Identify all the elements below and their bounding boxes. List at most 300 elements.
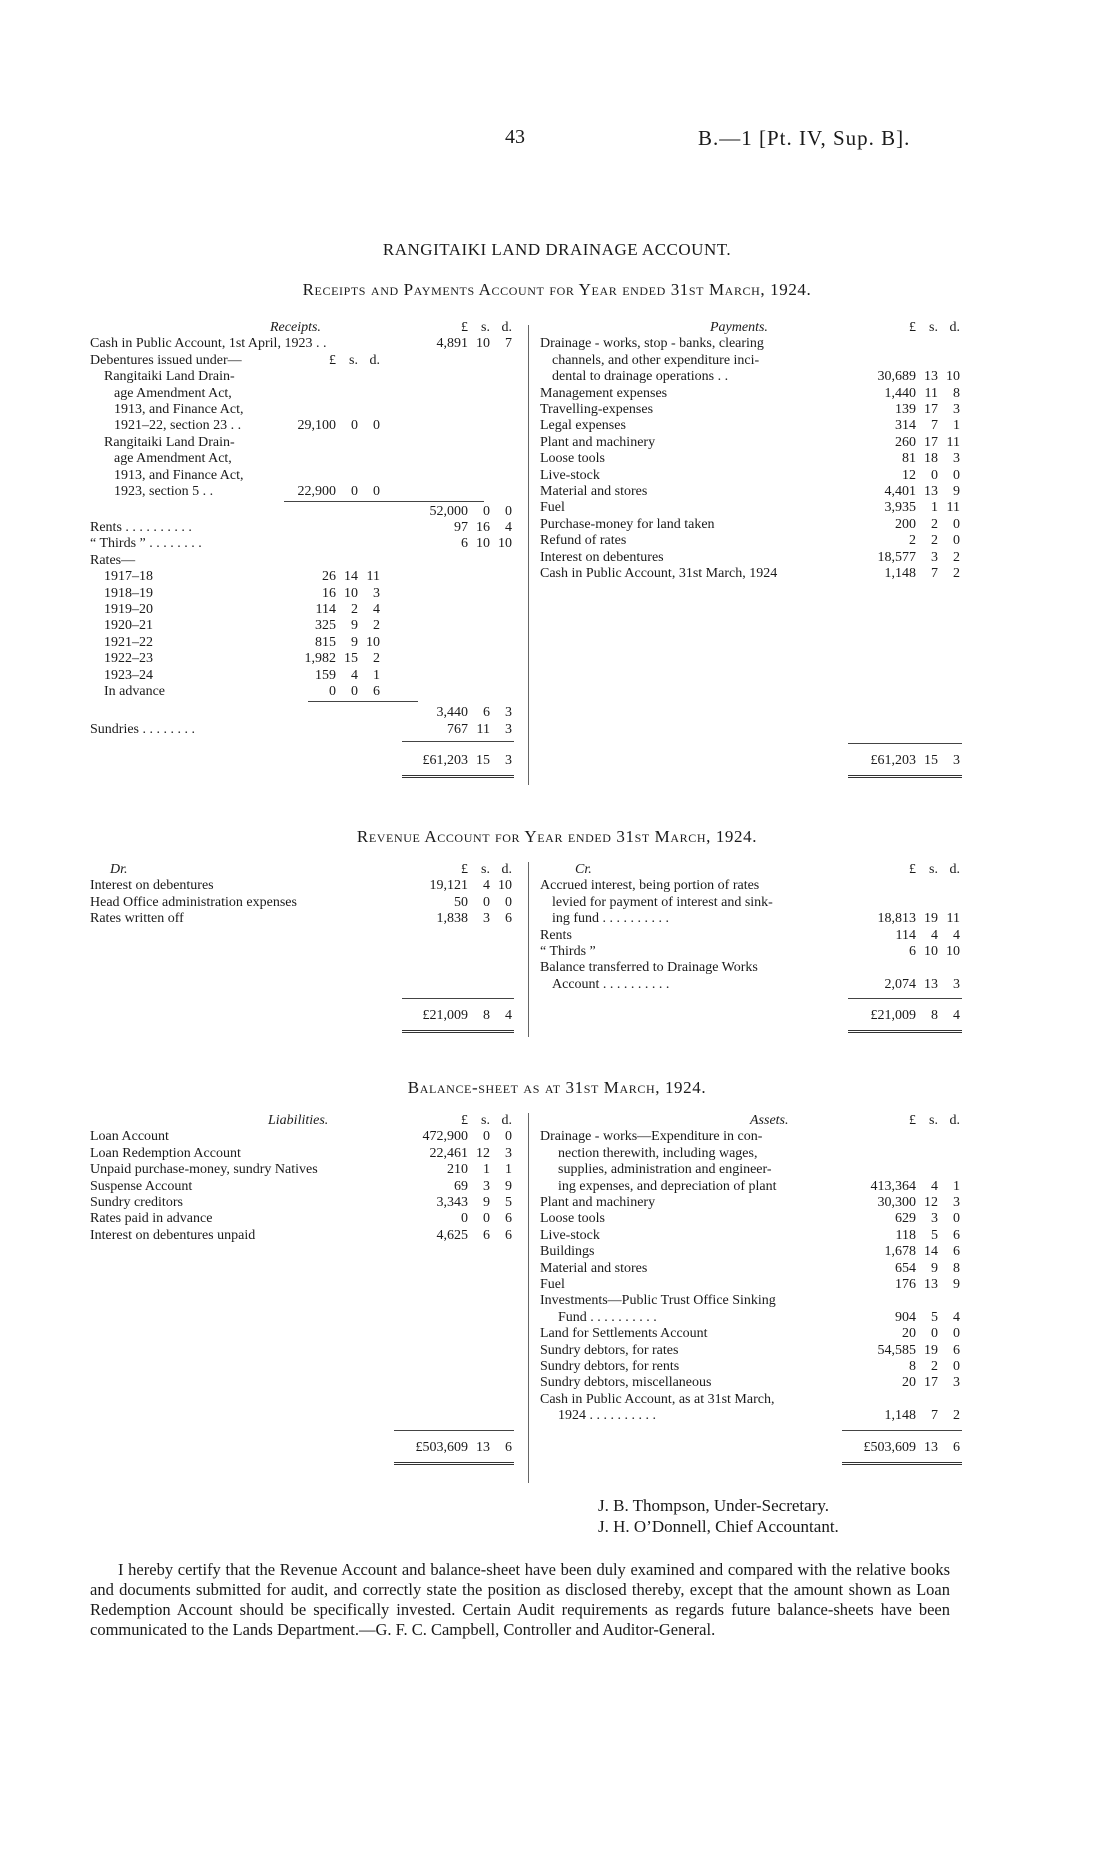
drainage-asset-line: supplies, administration and engineer- [558,1162,772,1178]
rule-line [308,701,418,702]
thirds-amount-pounds: 6 [461,536,468,552]
rule-line [848,998,962,999]
debenture-1-amount-pounds: 29,100 [297,418,336,434]
drainage-asset-line: nection therewith, including wages, [558,1145,758,1161]
drainage-asset-amount-pence: 1 [953,1178,960,1194]
cash-opening-amount [414,336,512,352]
asset-amount-shillings: 12 [924,1195,938,1210]
rates-year-amount [282,651,380,667]
asset-amount-shillings: 2 [931,1359,938,1374]
rates-label: Rates— [90,552,136,568]
asset-amount-shillings: 9 [931,1260,938,1276]
sundries-amount-pounds: 767 [447,721,468,737]
asset-amount-pounds: 8 [909,1359,916,1374]
drainage-works-line: dental to drainage operations . . [552,369,729,385]
payment-amount-shillings: 17 [924,434,938,450]
liability-amount-shillings: 3 [483,1178,490,1194]
rates-year-amount [282,618,380,634]
drainage-works-amount-pounds: 30,689 [877,369,916,385]
receipts-lsd-heading-shillings: s. [481,320,490,335]
payments-lsd-heading-shillings: s. [929,320,938,335]
drainage-asset-line: ing expenses, and depreciation of plant [558,1178,777,1194]
rates-year: 1920–21 [104,618,153,634]
liability-amount-shillings: 9 [483,1195,490,1210]
debenture-2-amount-shillings: 0 [351,484,358,499]
rates-year-amount-pence: 2 [373,618,380,634]
liabilities-total [414,1440,512,1456]
receipts-total-pence: 3 [505,752,512,768]
asset-amount-pounds: 629 [895,1211,916,1227]
asset-amount [862,1343,960,1359]
payment-amount [862,451,960,467]
rule-line [402,998,514,999]
revenue-lsd-left [414,862,512,878]
rates-year: 1922–23 [104,651,153,667]
asset-amount [862,1228,960,1244]
credit-label: Rents [540,927,572,943]
rates-year: 1923–24 [104,667,153,683]
rates-year-amount-pence: 3 [373,585,380,601]
payment-amount-pence: 0 [953,467,960,483]
debentures-lsd-heading-pounds: £ [329,352,336,368]
asset-label: Fuel [540,1277,565,1292]
rates-total-shillings: 6 [483,705,490,721]
payments-total-pounds: £61,203 [870,752,916,768]
debit-total-pounds: £21,009 [422,1008,468,1023]
payment-amount-shillings: 7 [931,566,938,581]
debentures-lsd-heading-pence: d. [369,352,380,368]
asset-amount [862,1261,960,1277]
payment-amount-pounds: 200 [895,516,916,532]
liability-amount-pounds: 22,461 [429,1145,468,1161]
rates-year-amount-shillings: 4 [351,667,358,683]
rates-year-amount [282,602,380,618]
payment-amount [862,435,960,451]
asset-amount-pence: 0 [953,1211,960,1227]
rates-year-amount-pence: 11 [366,569,380,585]
asset-amount [862,1277,960,1293]
payment-label: Interest on debentures [540,549,664,565]
asset-amount-pence: 6 [953,1342,960,1358]
rates-total-pence: 3 [505,705,512,721]
rule-line [394,1430,514,1431]
rates-year-amount-pence: 2 [373,651,380,667]
payment-amount-shillings: 13 [924,484,938,499]
debentures-label: Debentures issued under— [90,352,242,368]
rates-year-amount-shillings: 15 [344,651,358,667]
payment-label: Travelling-expenses [540,402,654,417]
cash-asset-line: 1924 . . . . . . . . . . [558,1408,656,1424]
asset-label: Sundry debtors, for rates [540,1342,679,1358]
liability-amount [414,1146,512,1162]
debenture-1-line: 1913, and Finance Act, [114,402,244,417]
signature-under-secretary: J. B. Thompson, Under-Secretary. [598,1496,830,1515]
drainage-works-amount [862,369,960,385]
rates-year-amount-shillings: 2 [351,602,358,618]
drainage-asset-amount-pounds: 413,364 [870,1178,916,1194]
asset-amount-shillings: 14 [924,1244,938,1260]
debentures-total-pounds: 52,000 [429,503,468,519]
drainage-works-line: Drainage - works, stop - banks, clearing [540,336,764,352]
liability-amount-shillings: 1 [483,1162,490,1178]
payment-amount-shillings: 0 [931,467,938,483]
cash-asset-line: Cash in Public Account, as at 31st March, [540,1391,775,1407]
liability-label: Rates paid in advance [90,1211,213,1227]
thirds-amount-shillings: 10 [476,536,490,552]
sundries-label: Sundries . . . . . . . . [90,721,195,737]
rates-year-amount-pence: 6 [373,684,380,700]
liabilities-total-pence: 6 [505,1440,512,1455]
asset-label: Sundry debtors, miscellaneous [540,1375,712,1391]
receipts-total-pounds: £61,203 [422,752,468,768]
accrued-interest-line: Accrued interest, being portion of rates [540,878,760,894]
asset-amount-pounds: 654 [895,1260,916,1276]
liability-amount-pounds: 472,900 [422,1129,468,1145]
liability-amount-pence: 5 [505,1195,512,1210]
receipts-payments-title: Receipts and Payments Account for Year ended 31st March, 1924. [302,280,812,299]
liability-amount-pence: 3 [505,1145,512,1161]
asset-amount-shillings: 13 [924,1277,938,1292]
payment-amount [862,500,960,516]
assets-heading: Assets. [750,1113,789,1128]
debenture-1-line: 1921–22, section 23 . . [114,418,242,434]
debenture-2-line: 1913, and Finance Act, [114,467,244,483]
drainage-works-amount-pence: 10 [946,369,960,385]
balance-transfer-amount-pence: 3 [953,976,960,992]
debit-amount-shillings: 4 [483,878,490,894]
payment-amount-shillings: 2 [931,516,938,532]
liabilities-total-pounds: £503,609 [415,1440,468,1455]
payments-heading: Payments. [710,320,768,335]
assets-lsd-pounds: £ [909,1113,916,1128]
payment-amount [862,566,960,582]
debit-label: Interest on debentures [90,878,214,894]
debenture-2-line: 1923, section 5 . . [114,484,214,499]
rule-line [402,775,514,778]
balance-sheet-title: Balance-sheet as at 31st March, 1924. [407,1078,707,1097]
cash-opening-amount-pounds: 4,891 [436,336,468,352]
credit-amount-pence: 4 [953,927,960,943]
rents-label: Rents . . . . . . . . . . [90,520,192,536]
drainage-works-amount-shillings: 13 [924,369,938,385]
debenture-2-amount-pence: 0 [373,484,380,499]
payment-amount-pounds: 1,440 [884,385,916,401]
asset-label: Live-stock [540,1227,600,1243]
investments-amount [862,1310,960,1326]
drainage-asset-amount-shillings: 4 [931,1178,938,1194]
payments-lsd-heading-pounds: £ [909,320,916,335]
liability-amount [414,1195,512,1211]
cash-asset-amount-pence: 2 [953,1408,960,1424]
payment-amount [862,418,960,434]
asset-amount-pence: 9 [953,1277,960,1292]
payments-lsd-heading [862,320,960,336]
asset-amount [862,1195,960,1211]
payment-amount [862,533,960,549]
payment-label: Live-stock [540,467,600,483]
rates-year-amount-shillings: 0 [351,684,358,700]
rates-year-amount-pounds: 325 [315,618,336,634]
investments-amount-shillings: 5 [931,1309,938,1325]
asset-amount [862,1211,960,1227]
debenture-1-line: Rangitaiki Land Drain- [104,369,235,385]
balance-transfer-amount-pounds: 2,074 [884,976,916,992]
rates-year: 1921–22 [104,634,153,650]
payment-amount-pence: 11 [946,500,960,516]
debenture-2-amount [282,484,380,500]
rates-year: 1917–18 [104,569,153,585]
rents-amount-pounds: 97 [454,520,468,536]
liability-amount-pence: 6 [505,1211,512,1227]
cash-asset-amount-pounds: 1,148 [884,1408,916,1424]
debenture-1-amount-pence: 0 [373,418,380,434]
asset-amount-pounds: 1,678 [884,1244,916,1260]
liability-amount-shillings: 0 [483,1211,490,1227]
payments-total [862,753,960,769]
payment-amount [862,550,960,566]
drainage-works-line: channels, and other expenditure inci- [552,352,760,368]
accrued-interest-line: ing fund . . . . . . . . . . [552,911,670,927]
rule-line [842,1462,962,1465]
liabilities-total-shillings: 13 [476,1440,490,1455]
liabilities-heading: Liabilities. [268,1113,329,1128]
revenue-lsd-right-shillings: s. [929,862,938,877]
assets-lsd-shillings: s. [929,1113,938,1128]
payment-amount-pence: 2 [953,549,960,565]
payment-amount-pence: 0 [953,533,960,549]
rates-year-amount [282,635,380,651]
asset-amount-pounds: 20 [902,1375,916,1391]
revenue-lsd-left-shillings: s. [481,862,490,877]
asset-label: Loose tools [540,1211,605,1227]
liability-amount-shillings: 6 [483,1227,490,1243]
asset-amount [862,1244,960,1260]
assets-lsd [862,1113,960,1129]
payment-amount-pounds: 314 [895,418,916,434]
payment-amount-pounds: 18,577 [877,549,916,565]
liability-amount [414,1211,512,1227]
balance-transfer-amount [862,977,960,993]
credit-total-pounds: £21,009 [870,1008,916,1023]
accrued-interest-amount [862,911,960,927]
credit-amount [862,944,960,960]
column-divider [528,862,529,1037]
assets-total-shillings: 13 [924,1440,938,1455]
payment-amount-shillings: 7 [931,418,938,434]
rule-line [284,501,484,502]
assets-lsd-pence: d. [949,1113,960,1128]
liability-label: Interest on debentures unpaid [90,1227,256,1243]
receipts-heading: Receipts. [270,320,321,335]
receipts-lsd-heading-pence: d. [501,320,512,335]
payment-amount-pounds: 4,401 [884,484,916,499]
liability-amount-pence: 6 [505,1227,512,1243]
assets-total [862,1440,960,1456]
rates-year-amount-pounds: 16 [322,585,336,601]
rates-year: 1919–20 [104,602,153,618]
payment-amount [862,386,960,402]
payment-label: Loose tools [540,451,605,467]
balance-transfer-line: Balance transferred to Drainage Works [540,960,758,976]
credit-label: “ Thirds ” [540,944,596,959]
payment-amount-shillings: 11 [924,385,938,401]
payments-lsd-heading-pence: d. [949,320,960,335]
liability-amount [414,1179,512,1195]
liability-amount-pounds: 3,343 [436,1195,468,1210]
page-number: 43 [505,126,525,148]
cash-opening-amount-shillings: 10 [476,336,490,352]
rates-year-amount-pounds: 0 [329,684,336,700]
thirds-amount [414,536,512,552]
document-reference: B.—1 [Pt. IV, Sup. B]. [698,126,911,150]
payment-amount-shillings: 2 [931,533,938,549]
receipts-lsd-heading [414,320,512,336]
credit-amount-shillings: 4 [931,927,938,943]
receipts-lsd-heading-pounds: £ [461,320,468,335]
payment-amount-pence: 9 [953,484,960,499]
liabilities-lsd-shillings: s. [481,1113,490,1128]
asset-amount-pence: 3 [953,1195,960,1210]
rule-line [848,1030,962,1033]
asset-amount-shillings: 19 [924,1342,938,1358]
rates-year-amount-pence: 4 [373,602,380,618]
liability-label: Loan Redemption Account [90,1145,241,1161]
payment-amount-pounds: 12 [902,467,916,483]
investments-line: Investments—Public Trust Office Sinking [540,1293,776,1309]
debit-amount-pounds: 50 [454,894,468,910]
debenture-2-amount-pounds: 22,900 [297,484,336,499]
column-divider [528,1113,529,1483]
payment-label: Plant and machinery [540,434,656,450]
rates-year: In advance [104,684,166,700]
liability-label: Sundry creditors [90,1195,183,1210]
rates-year-amount-shillings: 9 [351,634,358,650]
rents-amount-shillings: 16 [476,520,490,536]
revenue-lsd-right [862,862,960,878]
rates-year-amount [282,668,380,684]
payment-label: Refund of rates [540,533,627,549]
debit-amount-shillings: 3 [483,911,490,927]
liability-amount-pence: 9 [505,1178,512,1194]
accrued-interest-amount-pence: 11 [946,911,960,927]
liability-amount-pence: 1 [505,1162,512,1178]
payment-amount [862,402,960,418]
accrued-interest-amount-pounds: 18,813 [877,911,916,927]
liability-amount-pounds: 210 [447,1162,468,1178]
asset-amount-shillings: 5 [931,1227,938,1243]
debit-total-pence: 4 [505,1008,512,1023]
debenture-2-line: Rangitaiki Land Drain- [104,434,235,450]
liabilities-lsd-pence: d. [501,1113,512,1128]
debit-amount-shillings: 0 [483,894,490,910]
rates-year-amount-pounds: 26 [322,569,336,585]
liability-amount-pounds: 4,625 [436,1227,468,1243]
debit-label: Rates written off [90,911,184,927]
rates-year-amount-shillings: 9 [351,618,358,634]
payment-amount-pence: 11 [946,434,960,450]
accrued-interest-amount-shillings: 19 [924,911,938,927]
rates-year-amount-pounds: 159 [315,667,336,683]
payment-label: Cash in Public Account, 31st March, 1924 [540,566,778,581]
rates-year-amount-pence: 10 [366,634,380,650]
asset-amount-pence: 3 [953,1375,960,1391]
payment-label: Legal expenses [540,418,626,434]
liability-amount-pounds: 0 [461,1211,468,1227]
payments-total-shillings: 15 [924,752,938,768]
investments-amount-pence: 4 [953,1309,960,1325]
debenture-1-amount-shillings: 0 [351,418,358,434]
asset-amount-shillings: 17 [924,1375,938,1391]
payment-amount-pence: 0 [953,516,960,532]
column-divider [528,325,529,785]
revenue-lsd-right-pence: d. [949,862,960,877]
asset-amount-shillings: 0 [931,1326,938,1342]
credit-heading: Cr. [575,862,592,877]
cash-opening-label: Cash in Public Account, 1st April, 1923 . . [90,336,327,352]
liability-label: Loan Account [90,1129,169,1145]
asset-amount-pounds: 118 [895,1227,916,1243]
liabilities-lsd [414,1113,512,1129]
credit-amount-shillings: 10 [924,944,938,959]
revenue-lsd-left-pounds: £ [461,862,468,877]
rule-line [848,743,962,744]
debentures-total-shillings: 0 [483,503,490,519]
payment-amount-pence: 2 [953,566,960,581]
liability-label: Suspense Account [90,1178,193,1194]
debentures-lsd-heading-shillings: s. [349,352,358,368]
payment-amount-pounds: 260 [895,434,916,450]
assets-total-pounds: £503,609 [863,1440,916,1455]
cash-asset-amount [862,1408,960,1424]
receipts-total-shillings: 15 [476,752,490,768]
liability-amount [414,1228,512,1244]
payment-amount-pence: 3 [953,451,960,467]
payment-amount-pounds: 2 [909,533,916,549]
payment-amount [862,468,960,484]
liability-amount [414,1129,512,1145]
rents-amount-pence: 4 [505,520,512,536]
rule-line [842,1430,962,1431]
payment-label: Material and stores [540,484,648,499]
asset-label: Buildings [540,1244,595,1260]
investments-line: Fund . . . . . . . . . . [558,1309,657,1325]
debit-amount-pence: 10 [498,878,512,894]
rule-line [402,1030,514,1033]
rents-amount [414,520,512,536]
thirds-amount-pence: 10 [498,536,512,552]
asset-amount [862,1326,960,1342]
payment-amount-shillings: 3 [931,549,938,565]
cash-opening-amount-pence: 7 [505,336,512,352]
signature-chief-accountant: J. H. O’Donnell, Chief Accountant. [598,1517,839,1536]
credit-total [862,1008,960,1024]
rates-year-amount-pence: 1 [373,667,380,683]
debit-total-shillings: 8 [483,1008,490,1023]
credit-total-shillings: 8 [931,1008,938,1023]
asset-amount [862,1375,960,1391]
rates-total [414,705,512,721]
debentures-lsd-heading [282,353,380,369]
payment-amount-shillings: 18 [924,451,938,467]
payment-amount-pence: 8 [953,385,960,401]
liability-amount-pence: 0 [505,1129,512,1145]
asset-label: Land for Settlements Account [540,1326,708,1342]
debenture-1-line: age Amendment Act, [114,385,232,401]
balance-transfer-amount-shillings: 13 [924,976,938,992]
sundries-amount-shillings: 11 [476,721,490,737]
rates-year-amount-shillings: 10 [344,585,358,601]
asset-amount-pounds: 30,300 [877,1195,916,1210]
